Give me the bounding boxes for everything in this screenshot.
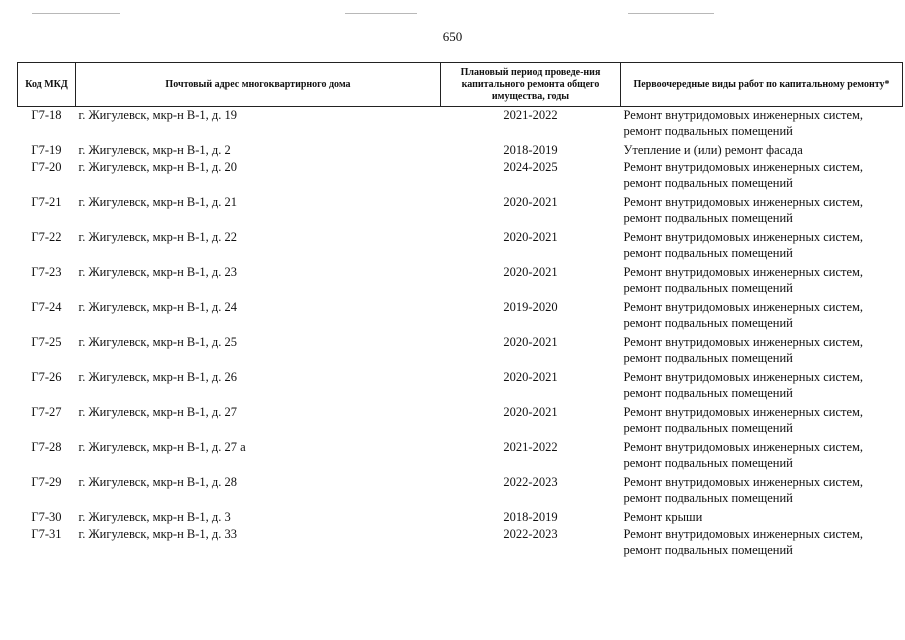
cell-works: Ремонт внутридомовых инженерных систем, ремонт подвальных помещений xyxy=(623,475,864,505)
cell-code: Г7-28 xyxy=(31,440,62,454)
table-row xyxy=(18,299,903,334)
cell-code: Г7-24 xyxy=(31,300,62,314)
table-row xyxy=(18,107,903,143)
table-row xyxy=(18,404,903,439)
cell-address: г. Жигулевск, мкр-н В-1, д. 23 xyxy=(78,265,237,279)
cell-period: 2022-2023 xyxy=(503,527,558,541)
cell-period: 2022-2023 xyxy=(503,475,558,489)
table-body xyxy=(18,107,903,562)
cell-code: Г7-27 xyxy=(31,405,62,419)
cell-period: 2024-2025 xyxy=(503,160,558,174)
header-works: Первоочередные виды работ по капитальному ремонту* xyxy=(621,63,903,107)
cell-code: Г7-25 xyxy=(31,335,62,349)
cell-period: 2019-2020 xyxy=(503,300,558,314)
cell-address: г. Жигулевск, мкр-н В-1, д. 24 xyxy=(78,300,237,314)
cell-works: Ремонт внутридомовых инженерных систем, ремонт подвальных помещений xyxy=(623,195,864,225)
cell-code: Г7-19 xyxy=(31,143,62,157)
cell-address: г. Жигулевск, мкр-н В-1, д. 26 xyxy=(78,370,237,384)
cell-works: Ремонт внутридомовых инженерных систем, ремонт подвальных помещений xyxy=(623,370,864,400)
header-row xyxy=(18,63,903,107)
cell-period: 2020-2021 xyxy=(503,230,558,244)
cell-works: Ремонт внутридомовых инженерных систем, ремонт подвальных помещений xyxy=(623,440,864,470)
cell-address: г. Жигулевск, мкр-н В-1, д. 27 xyxy=(78,405,237,419)
cell-period: 2021-2022 xyxy=(503,108,558,122)
cell-code: Г7-29 xyxy=(31,475,62,489)
cell-address: г. Жигулевск, мкр-н В-1, д. 33 xyxy=(78,527,237,541)
cell-code: Г7-30 xyxy=(31,510,62,524)
cell-period: 2020-2021 xyxy=(503,405,558,419)
cell-works: Ремонт внутридомовых инженерных систем, ремонт подвальных помещений xyxy=(623,300,864,330)
scan-artifact-left xyxy=(32,13,120,14)
cell-address: г. Жигулевск, мкр-н В-1, д. 20 xyxy=(78,160,237,174)
cell-period: 2020-2021 xyxy=(503,370,558,384)
table-row xyxy=(18,264,903,299)
cell-code: Г7-26 xyxy=(31,370,62,384)
cell-address: г. Жигулевск, мкр-н В-1, д. 21 xyxy=(78,195,237,209)
cell-code: Г7-23 xyxy=(31,265,62,279)
table-row xyxy=(18,194,903,229)
scan-artifact-center xyxy=(345,13,417,14)
table-row xyxy=(18,142,903,159)
page-number: 650 xyxy=(442,29,463,44)
cell-code: Г7-31 xyxy=(31,527,62,541)
header-address: Почтовый адрес многоквартирного дома xyxy=(76,63,441,107)
cell-works: Ремонт крыши xyxy=(623,510,703,524)
cell-code: Г7-21 xyxy=(31,195,62,209)
cell-address: г. Жигулевск, мкр-н В-1, д. 25 xyxy=(78,335,237,349)
cell-code: Г7-20 xyxy=(31,160,62,174)
capital-repair-table xyxy=(17,62,903,561)
cell-works: Ремонт внутридомовых инженерных систем, ремонт подвальных помещений xyxy=(623,405,864,435)
table-row xyxy=(18,229,903,264)
table-row xyxy=(18,439,903,474)
cell-address: г. Жигулевск, мкр-н В-1, д. 2 xyxy=(78,143,231,157)
table-header xyxy=(18,63,903,107)
cell-address: г. Жигулевск, мкр-н В-1, д. 3 xyxy=(78,510,231,524)
cell-period: 2020-2021 xyxy=(503,335,558,349)
scan-artifact-right xyxy=(628,13,714,14)
cell-works: Ремонт внутридомовых инженерных систем, ремонт подвальных помещений xyxy=(623,265,864,295)
cell-works: Ремонт внутридомовых инженерных систем, ремонт подвальных помещений xyxy=(623,108,864,138)
cell-period: 2018-2019 xyxy=(503,510,558,524)
header-code: Код МКД xyxy=(18,63,76,107)
table-row xyxy=(18,334,903,369)
cell-works: Ремонт внутридомовых инженерных систем, ремонт подвальных помещений xyxy=(623,160,864,190)
cell-works: Ремонт внутридомовых инженерных систем, ремонт подвальных помещений xyxy=(623,527,864,557)
table-row xyxy=(18,526,903,561)
table-row xyxy=(18,159,903,194)
table-row xyxy=(18,369,903,404)
cell-address: г. Жигулевск, мкр-н В-1, д. 19 xyxy=(78,108,237,122)
cell-code: Г7-18 xyxy=(31,108,62,122)
cell-works: Ремонт внутридомовых инженерных систем, ремонт подвальных помещений xyxy=(623,230,864,260)
table-row xyxy=(18,509,903,526)
cell-works: Утепление и (или) ремонт фасада xyxy=(623,143,803,157)
cell-period: 2018-2019 xyxy=(503,143,558,157)
cell-period: 2021-2022 xyxy=(503,440,558,454)
cell-address: г. Жигулевск, мкр-н В-1, д. 28 xyxy=(78,475,237,489)
cell-code: Г7-22 xyxy=(31,230,62,244)
table-row xyxy=(18,474,903,509)
header-period: Плановый период проведе-ния капитального ремонта общего имущества, годы xyxy=(441,63,621,107)
cell-works: Ремонт внутридомовых инженерных систем, ремонт подвальных помещений xyxy=(623,335,864,365)
cell-period: 2020-2021 xyxy=(503,195,558,209)
cell-address: г. Жигулевск, мкр-н В-1, д. 27 а xyxy=(78,440,246,454)
cell-address: г. Жигулевск, мкр-н В-1, д. 22 xyxy=(78,230,237,244)
cell-period: 2020-2021 xyxy=(503,265,558,279)
